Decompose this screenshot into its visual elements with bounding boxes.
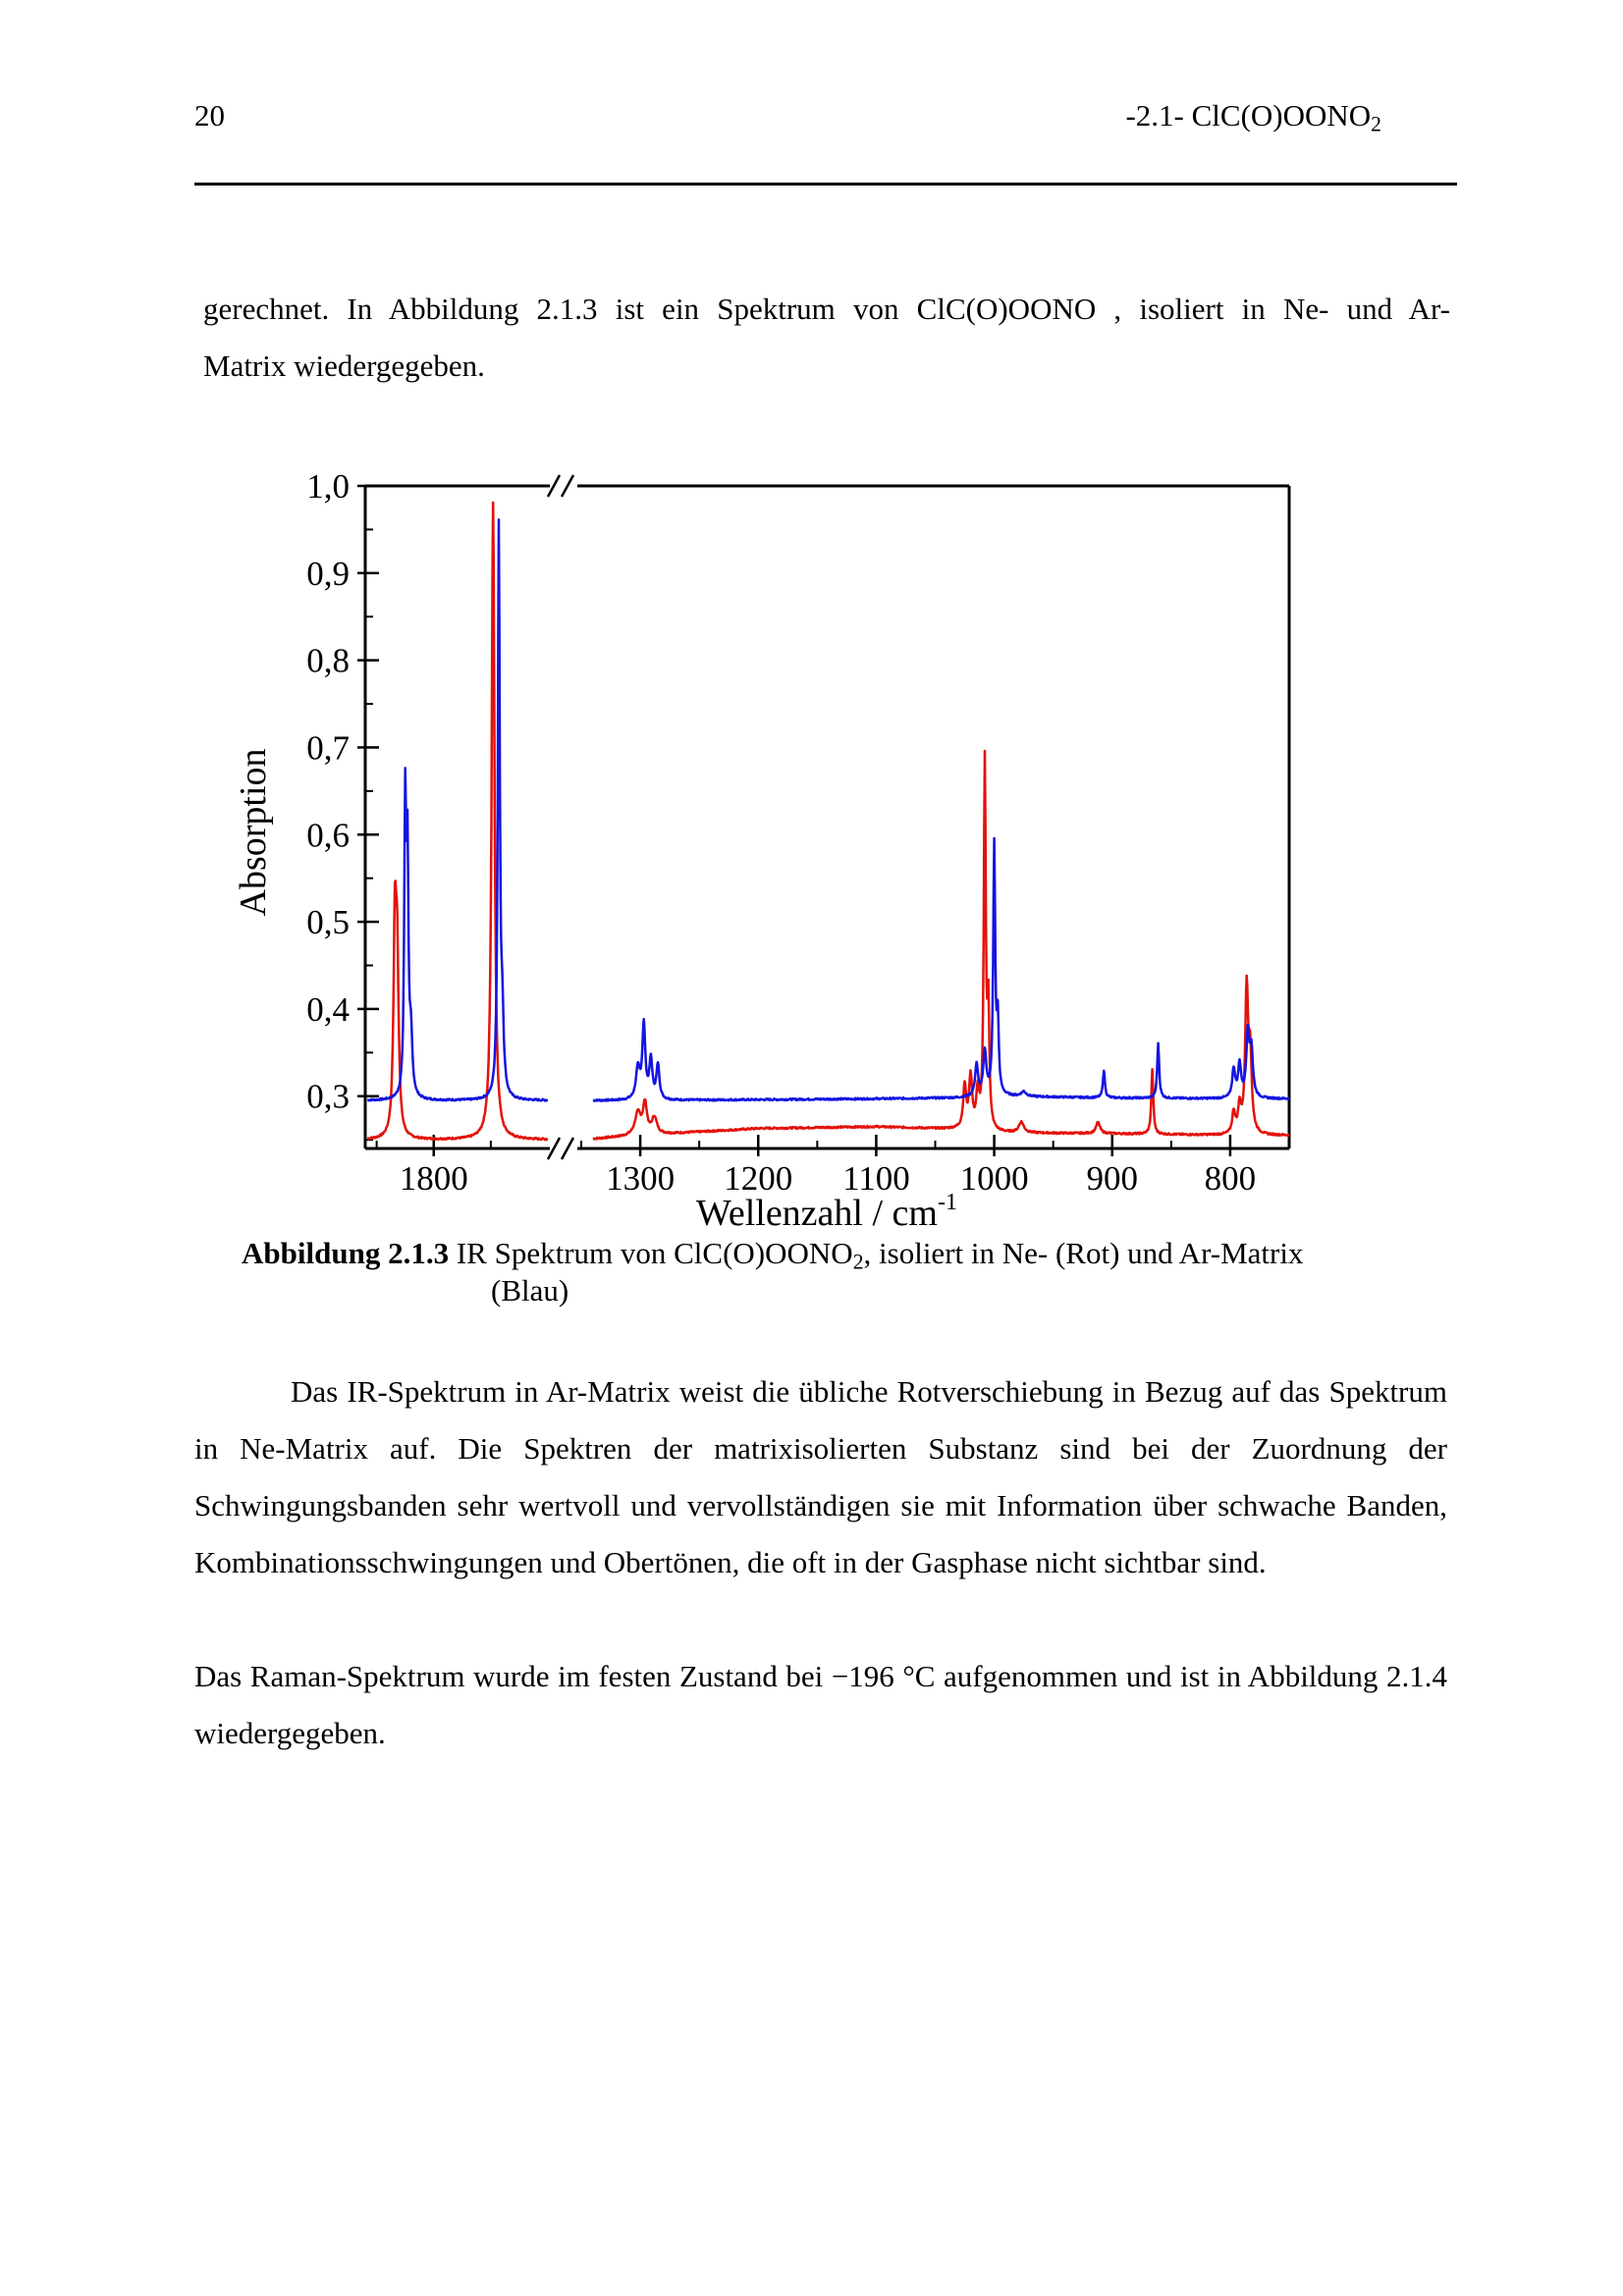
- x-tick-label: 1300: [606, 1159, 676, 1198]
- body-paragraph-1-text: Das IR-Spektrum in Ar-Matrix weist die übliche Rotverschiebung in Bezug auf das Spektrum in Ne-Matrix auf. Die Spektren der matrixisolierten Substanz sind bei der Zuordnung der Schwingungsbanden sehr wertvoll und vervollständigen sie mit Information über schwache Banden, Kombinationsschwingungen und Obertönen, die oft in der Gasphase nicht sichtbar sind.: [194, 1374, 1447, 1579]
- y-tick-label: 0,5: [306, 903, 350, 942]
- intro-line-1: gerechnet. In Abbildung 2.1.3 ist ein Spektrum von ClC(O)OONO , isoliert in Ne- und Ar-: [203, 292, 1450, 326]
- axis-break-top: [548, 475, 573, 497]
- y-tick-label: 0,8: [306, 641, 350, 680]
- series-line-segment-2: [593, 838, 1289, 1101]
- x-tick-label: 1000: [959, 1159, 1029, 1198]
- series-line-segment-2: [593, 751, 1289, 1140]
- x-tick-label: 1100: [842, 1159, 910, 1198]
- caption-subscript: 2: [852, 1250, 864, 1274]
- intro-paragraph: [203, 281, 1450, 395]
- figure-caption: [242, 1235, 1430, 1309]
- x-axis-label-text: Wellenzahl / cm: [696, 1193, 938, 1234]
- running-head-subscript: 2: [1371, 112, 1381, 136]
- caption-text: IR Spektrum von ClC(O)OONO: [449, 1236, 853, 1270]
- page-number: 20: [194, 98, 225, 133]
- y-tick-label: 1,0: [306, 467, 350, 506]
- series-line-segment-1: [367, 519, 548, 1100]
- x-tick-label: 800: [1204, 1159, 1257, 1198]
- header-rule: [194, 183, 1457, 186]
- axis-break-bottom: [548, 1138, 573, 1159]
- y-tick-label: 0,7: [306, 728, 350, 768]
- x-tick-label: 1200: [724, 1159, 793, 1198]
- y-tick-label: 0,4: [306, 989, 350, 1029]
- caption-line-2: (Blau): [491, 1273, 569, 1308]
- y-axis-label: Absorption: [233, 748, 274, 917]
- series-ar-matrix: [367, 519, 1289, 1100]
- y-axis: [306, 467, 379, 1140]
- running-head: [1125, 98, 1381, 136]
- plot-area: [367, 503, 1289, 1140]
- caption-label: Abbildung 2.1.3: [242, 1236, 450, 1270]
- body-paragraph-2: Das Raman-Spektrum wurde im festen Zustand bei −196 °C aufgenommen und ist in Abbildung 2.1.4 wiedergegeben.: [194, 1659, 1447, 1750]
- y-tick-label: 0,3: [306, 1077, 350, 1116]
- caption-text-continued: , isoliert in Ne- (Rot) und Ar-Matrix: [863, 1236, 1304, 1270]
- running-head-text: -2.1- ClC(O)OONO: [1125, 98, 1372, 133]
- y-tick-label: 0,6: [306, 816, 350, 855]
- intro-line-2: Matrix wiedergegeben.: [203, 348, 485, 383]
- series-ne-matrix: [367, 503, 1289, 1140]
- ir-spectrum-chart: [226, 461, 1325, 1237]
- x-axis: [377, 1135, 1289, 1198]
- y-tick-label: 0,9: [306, 554, 350, 593]
- x-tick-label: 900: [1086, 1159, 1138, 1198]
- x-axis-label-superscript: -1: [937, 1190, 957, 1215]
- x-axis-label: [696, 1190, 957, 1234]
- body-paragraph-1: [194, 1363, 1447, 1591]
- x-tick-label: 1800: [399, 1159, 468, 1198]
- series-line-segment-1: [367, 503, 548, 1140]
